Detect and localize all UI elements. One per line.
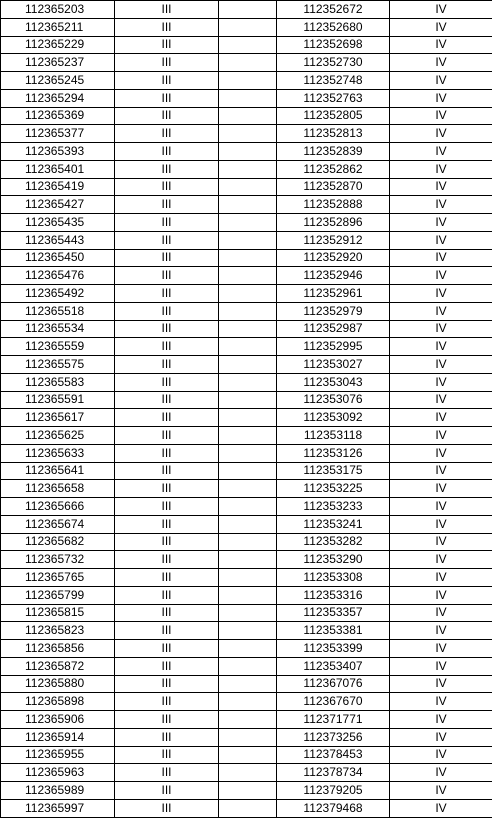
category-cell: IV (390, 782, 492, 800)
record-id-cell: 112365898 (1, 693, 115, 711)
category-cell: IV (390, 356, 492, 374)
blank-cell (219, 657, 277, 675)
category-cell: IV (390, 604, 492, 622)
record-id-cell: 112352912 (277, 231, 390, 249)
blank-cell (219, 462, 277, 480)
record-id-cell: 112365435 (1, 214, 115, 232)
table-row (1, 391, 492, 409)
record-id-cell: 112365815 (1, 604, 115, 622)
category-cell: III (115, 125, 219, 143)
record-id-cell: 112365393 (1, 143, 115, 161)
table-row (1, 533, 492, 551)
category-cell: IV (390, 267, 492, 285)
record-id-cell: 112352870 (277, 178, 390, 196)
blank-cell (219, 764, 277, 782)
table-row (1, 1, 492, 19)
record-id-cell: 112352946 (277, 267, 390, 285)
record-id-cell: 112378734 (277, 764, 390, 782)
record-id-cell: 112365997 (1, 799, 115, 817)
table-row (1, 799, 492, 817)
category-cell: IV (390, 302, 492, 320)
category-cell: III (115, 515, 219, 533)
category-cell: III (115, 373, 219, 391)
record-id-cell: 112353118 (277, 427, 390, 445)
record-id-cell: 112353225 (277, 480, 390, 498)
category-cell: IV (390, 249, 492, 267)
category-cell: III (115, 782, 219, 800)
table-body (1, 1, 492, 818)
category-cell: III (115, 640, 219, 658)
category-cell: IV (390, 640, 492, 658)
record-id-cell: 112353399 (277, 640, 390, 658)
record-id-cell: 112352961 (277, 285, 390, 303)
record-id-cell: 112352987 (277, 320, 390, 338)
record-id-cell: 112353233 (277, 498, 390, 516)
record-id-cell: 112365229 (1, 36, 115, 54)
category-cell: III (115, 338, 219, 356)
table-row (1, 693, 492, 711)
category-cell: IV (390, 107, 492, 125)
category-cell: III (115, 391, 219, 409)
category-cell: III (115, 107, 219, 125)
record-id-cell: 112353407 (277, 657, 390, 675)
table-row (1, 409, 492, 427)
blank-cell (219, 569, 277, 587)
record-id-cell: 112365427 (1, 196, 115, 214)
record-id-cell: 112365856 (1, 640, 115, 658)
record-id-cell: 112371771 (277, 711, 390, 729)
blank-cell (219, 36, 277, 54)
record-id-cell: 112353092 (277, 409, 390, 427)
blank-cell (219, 782, 277, 800)
table-row (1, 18, 492, 36)
record-id-cell: 112352862 (277, 160, 390, 178)
table-row (1, 356, 492, 374)
category-cell: IV (390, 54, 492, 72)
record-id-cell: 112365245 (1, 72, 115, 90)
record-id-cell: 112365419 (1, 178, 115, 196)
table-row (1, 231, 492, 249)
table-row (1, 320, 492, 338)
record-id-cell: 112352896 (277, 214, 390, 232)
category-cell: IV (390, 657, 492, 675)
category-cell: IV (390, 231, 492, 249)
blank-cell (219, 409, 277, 427)
record-id-cell: 112373256 (277, 728, 390, 746)
category-cell: III (115, 675, 219, 693)
category-cell: IV (390, 746, 492, 764)
record-id-cell: 112352979 (277, 302, 390, 320)
record-id-cell: 112365963 (1, 764, 115, 782)
category-cell: IV (390, 693, 492, 711)
record-id-cell: 112353357 (277, 604, 390, 622)
category-cell: IV (390, 373, 492, 391)
record-id-cell: 112365591 (1, 391, 115, 409)
category-cell: III (115, 728, 219, 746)
category-cell: IV (390, 586, 492, 604)
blank-cell (219, 249, 277, 267)
category-cell: IV (390, 533, 492, 551)
table-row (1, 515, 492, 533)
blank-cell (219, 373, 277, 391)
record-id-cell: 112365617 (1, 409, 115, 427)
category-cell: III (115, 693, 219, 711)
table-row (1, 622, 492, 640)
record-id-cell: 112353308 (277, 569, 390, 587)
table-row (1, 285, 492, 303)
category-cell: IV (390, 125, 492, 143)
blank-cell (219, 427, 277, 445)
category-cell: IV (390, 799, 492, 817)
record-id-cell: 112365914 (1, 728, 115, 746)
table-row (1, 373, 492, 391)
blank-cell (219, 72, 277, 90)
blank-cell (219, 107, 277, 125)
category-cell: III (115, 799, 219, 817)
table-row (1, 214, 492, 232)
record-id-cell: 112352763 (277, 89, 390, 107)
blank-cell (219, 711, 277, 729)
blank-cell (219, 675, 277, 693)
category-cell: III (115, 746, 219, 764)
blank-cell (219, 231, 277, 249)
blank-cell (219, 586, 277, 604)
table-row (1, 89, 492, 107)
category-cell: III (115, 711, 219, 729)
record-id-cell: 112365518 (1, 302, 115, 320)
record-id-cell: 112352813 (277, 125, 390, 143)
category-cell: IV (390, 178, 492, 196)
record-id-cell: 112367076 (277, 675, 390, 693)
record-id-cell: 112352888 (277, 196, 390, 214)
table-row (1, 196, 492, 214)
category-cell: III (115, 622, 219, 640)
table-row (1, 338, 492, 356)
category-cell: IV (390, 320, 492, 338)
category-cell: III (115, 604, 219, 622)
blank-cell (219, 302, 277, 320)
table-row (1, 125, 492, 143)
record-id-cell: 112365203 (1, 1, 115, 19)
blank-cell (219, 640, 277, 658)
category-cell: III (115, 533, 219, 551)
category-cell: IV (390, 498, 492, 516)
category-cell: III (115, 320, 219, 338)
record-id-cell: 112352805 (277, 107, 390, 125)
table-row (1, 302, 492, 320)
blank-cell (219, 320, 277, 338)
blank-cell (219, 533, 277, 551)
category-cell: III (115, 764, 219, 782)
record-id-cell: 112365955 (1, 746, 115, 764)
table-row (1, 178, 492, 196)
table-row (1, 728, 492, 746)
category-cell: IV (390, 551, 492, 569)
record-id-cell: 112378453 (277, 746, 390, 764)
category-cell: III (115, 214, 219, 232)
blank-cell (219, 622, 277, 640)
blank-cell (219, 338, 277, 356)
category-cell: III (115, 267, 219, 285)
category-cell: III (115, 1, 219, 19)
category-cell: IV (390, 160, 492, 178)
category-cell: IV (390, 89, 492, 107)
blank-cell (219, 54, 277, 72)
record-id-cell: 112352672 (277, 1, 390, 19)
table-row (1, 36, 492, 54)
table-row (1, 72, 492, 90)
record-id-cell: 112365765 (1, 569, 115, 587)
table-row (1, 462, 492, 480)
table-row (1, 675, 492, 693)
table-row (1, 498, 492, 516)
record-id-cell: 112365666 (1, 498, 115, 516)
blank-cell (219, 178, 277, 196)
record-id-cell: 112352730 (277, 54, 390, 72)
category-cell: IV (390, 711, 492, 729)
table-row (1, 107, 492, 125)
blank-cell (219, 728, 277, 746)
category-cell: III (115, 657, 219, 675)
record-id-cell: 112365872 (1, 657, 115, 675)
blank-cell (219, 214, 277, 232)
table-row (1, 782, 492, 800)
category-cell: IV (390, 143, 492, 161)
record-id-cell: 112365641 (1, 462, 115, 480)
category-cell: IV (390, 444, 492, 462)
blank-cell (219, 551, 277, 569)
table-row (1, 569, 492, 587)
blank-cell (219, 444, 277, 462)
category-cell: III (115, 160, 219, 178)
table-row (1, 444, 492, 462)
record-id-cell: 112365377 (1, 125, 115, 143)
record-id-cell: 112365880 (1, 675, 115, 693)
table-row (1, 480, 492, 498)
record-id-cell: 112353043 (277, 373, 390, 391)
category-cell: III (115, 72, 219, 90)
category-cell: III (115, 427, 219, 445)
record-id-cell: 112352839 (277, 143, 390, 161)
record-id-cell: 112365443 (1, 231, 115, 249)
record-id-cell: 112365799 (1, 586, 115, 604)
record-id-cell: 112352920 (277, 249, 390, 267)
blank-cell (219, 515, 277, 533)
record-id-cell: 112365211 (1, 18, 115, 36)
category-cell: III (115, 480, 219, 498)
blank-cell (219, 143, 277, 161)
blank-cell (219, 746, 277, 764)
blank-cell (219, 196, 277, 214)
record-id-cell: 112353175 (277, 462, 390, 480)
record-id-cell: 112365732 (1, 551, 115, 569)
record-id-cell: 112379205 (277, 782, 390, 800)
record-id-cell: 112365476 (1, 267, 115, 285)
table-row (1, 746, 492, 764)
record-id-cell: 112353381 (277, 622, 390, 640)
record-id-cell: 112365492 (1, 285, 115, 303)
category-cell: IV (390, 1, 492, 19)
category-cell: III (115, 569, 219, 587)
record-id-cell: 112365575 (1, 356, 115, 374)
record-id-cell: 112353076 (277, 391, 390, 409)
record-id-cell: 112365633 (1, 444, 115, 462)
record-id-cell: 112365369 (1, 107, 115, 125)
record-id-cell: 112367670 (277, 693, 390, 711)
category-cell: III (115, 285, 219, 303)
table-row (1, 764, 492, 782)
record-id-cell: 112365989 (1, 782, 115, 800)
record-id-cell: 112365559 (1, 338, 115, 356)
record-id-cell: 112365674 (1, 515, 115, 533)
blank-cell (219, 391, 277, 409)
record-id-cell: 112365682 (1, 533, 115, 551)
record-id-cell: 112353316 (277, 586, 390, 604)
table-row (1, 551, 492, 569)
record-id-cell: 112353241 (277, 515, 390, 533)
category-cell: IV (390, 462, 492, 480)
category-cell: III (115, 178, 219, 196)
blank-cell (219, 604, 277, 622)
category-cell: IV (390, 196, 492, 214)
category-cell: III (115, 143, 219, 161)
category-cell: IV (390, 515, 492, 533)
category-cell: IV (390, 622, 492, 640)
category-cell: III (115, 196, 219, 214)
blank-cell (219, 480, 277, 498)
record-id-cell: 112352680 (277, 18, 390, 36)
category-cell: III (115, 89, 219, 107)
category-cell: III (115, 444, 219, 462)
blank-cell (219, 498, 277, 516)
category-cell: IV (390, 338, 492, 356)
category-cell: IV (390, 214, 492, 232)
category-cell: IV (390, 285, 492, 303)
record-id-cell: 112365823 (1, 622, 115, 640)
record-id-cell: 112365583 (1, 373, 115, 391)
table-row (1, 640, 492, 658)
category-cell: IV (390, 18, 492, 36)
category-cell: IV (390, 764, 492, 782)
category-cell: III (115, 498, 219, 516)
category-cell: IV (390, 728, 492, 746)
category-cell: III (115, 36, 219, 54)
table-row (1, 657, 492, 675)
blank-cell (219, 285, 277, 303)
record-id-cell: 112365625 (1, 427, 115, 445)
table-row (1, 427, 492, 445)
category-cell: III (115, 54, 219, 72)
category-cell: IV (390, 409, 492, 427)
category-cell: IV (390, 675, 492, 693)
blank-cell (219, 89, 277, 107)
record-id-cell: 112353290 (277, 551, 390, 569)
record-id-cell: 112365450 (1, 249, 115, 267)
table-row (1, 586, 492, 604)
record-id-cell: 112365906 (1, 711, 115, 729)
blank-cell (219, 693, 277, 711)
table-row (1, 160, 492, 178)
blank-cell (219, 1, 277, 19)
blank-cell (219, 799, 277, 817)
category-cell: III (115, 231, 219, 249)
record-id-cell: 112365237 (1, 54, 115, 72)
record-id-cell: 112353126 (277, 444, 390, 462)
category-cell: IV (390, 72, 492, 90)
category-cell: III (115, 249, 219, 267)
record-id-cell: 112352748 (277, 72, 390, 90)
record-id-cell: 112353027 (277, 356, 390, 374)
record-id-cell: 112365294 (1, 89, 115, 107)
blank-cell (219, 125, 277, 143)
category-cell: III (115, 409, 219, 427)
category-cell: IV (390, 480, 492, 498)
record-id-cell: 112352995 (277, 338, 390, 356)
blank-cell (219, 267, 277, 285)
record-id-cell: 112379468 (277, 799, 390, 817)
category-cell: IV (390, 36, 492, 54)
category-cell: IV (390, 569, 492, 587)
record-id-cell: 112365658 (1, 480, 115, 498)
table-row (1, 249, 492, 267)
table-row (1, 267, 492, 285)
record-id-cell: 112353282 (277, 533, 390, 551)
category-cell: III (115, 18, 219, 36)
category-cell: III (115, 551, 219, 569)
category-cell: III (115, 462, 219, 480)
table-row (1, 143, 492, 161)
blank-cell (219, 356, 277, 374)
category-cell: III (115, 302, 219, 320)
blank-cell (219, 160, 277, 178)
category-cell: IV (390, 391, 492, 409)
blank-cell (219, 18, 277, 36)
table-row (1, 604, 492, 622)
record-id-cell: 112365534 (1, 320, 115, 338)
table-row (1, 54, 492, 72)
category-cell: III (115, 356, 219, 374)
category-cell: III (115, 586, 219, 604)
record-id-cell: 112365401 (1, 160, 115, 178)
table-row (1, 711, 492, 729)
category-cell: IV (390, 427, 492, 445)
record-id-cell: 112352698 (277, 36, 390, 54)
